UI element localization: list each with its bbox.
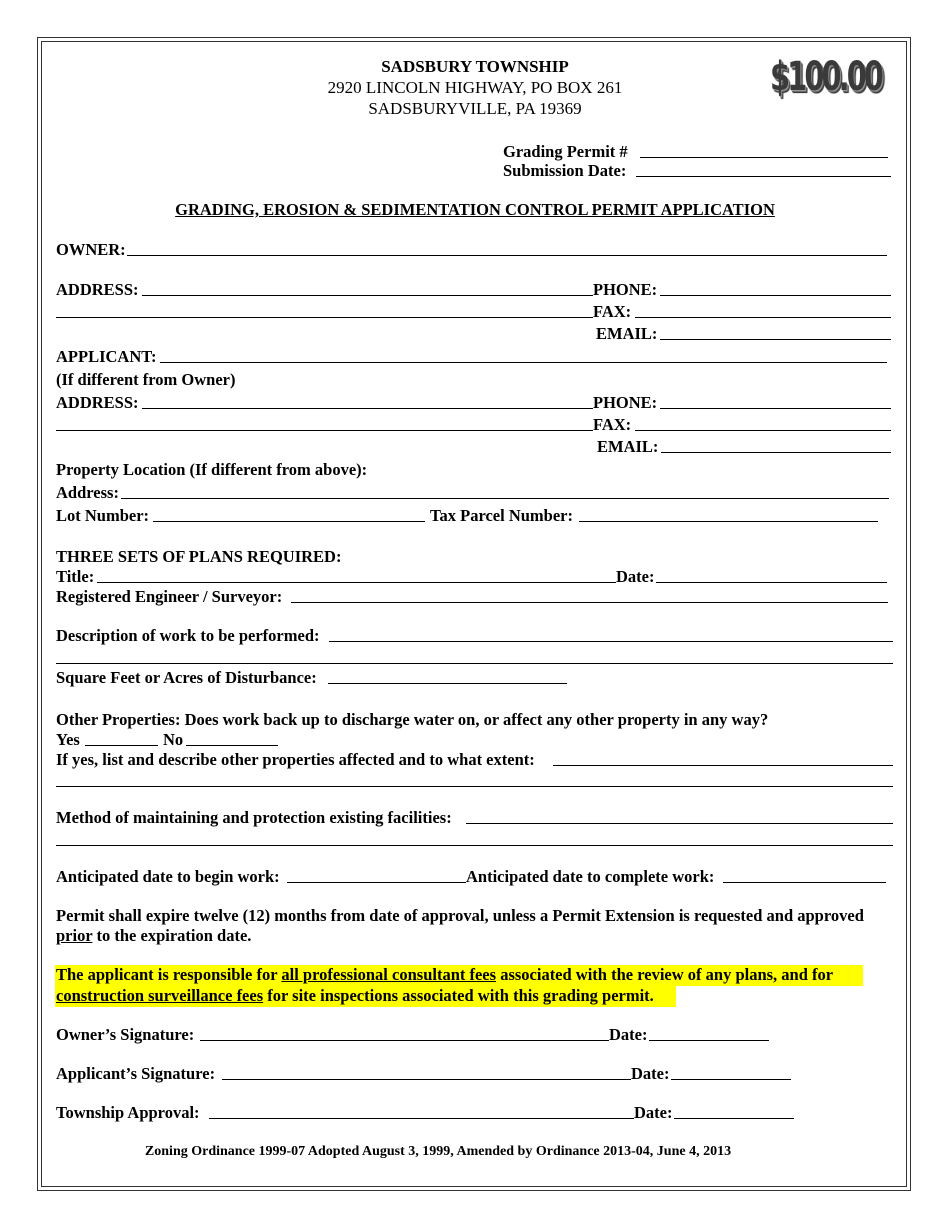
- work-description-field-line2[interactable]: [56, 663, 893, 664]
- applicant-phone-label: PHONE:: [593, 393, 658, 412]
- yes-field[interactable]: [85, 745, 158, 746]
- footer-ordinance: Zoning Ordinance 1999-07 Adopted August 3, 1999, Amended by Ordinance 2013-04, June 4, 2013: [144, 1144, 732, 1159]
- work-description-field[interactable]: [329, 641, 893, 642]
- owner-fax-label: FAX:: [593, 302, 632, 321]
- applicant-email-field[interactable]: [661, 452, 891, 453]
- owner-field[interactable]: [127, 255, 887, 256]
- owner-fax-field[interactable]: [635, 317, 891, 318]
- township-address-line2: SADSBURYVILLE, PA 19369: [368, 99, 582, 118]
- disturbance-label: Square Feet or Acres of Disturbance:: [56, 668, 317, 687]
- applicant-signature-label: Applicant’s Signature:: [56, 1064, 216, 1083]
- notice-text-2: associated with the review of any plans, and for: [496, 965, 834, 984]
- owner-phone-field[interactable]: [660, 295, 891, 296]
- applicant-address-field-line2[interactable]: [56, 430, 593, 431]
- owner-signature-field[interactable]: [200, 1040, 609, 1041]
- no-field[interactable]: [186, 745, 278, 746]
- owner-address-field-line2[interactable]: [56, 317, 593, 318]
- notice-text-1: The applicant is responsible for: [56, 965, 282, 984]
- no-label: No: [163, 730, 184, 749]
- tax-parcel-label: Tax Parcel Number:: [430, 506, 573, 525]
- lot-number-field[interactable]: [153, 521, 425, 522]
- notice-line1: [56, 965, 833, 985]
- lot-number-label: Lot Number:: [56, 506, 150, 525]
- township-name: SADSBURY TOWNSHIP: [381, 57, 569, 76]
- affected-properties-field[interactable]: [553, 765, 893, 766]
- owner-label: OWNER:: [56, 240, 126, 259]
- property-address-label: Address:: [56, 483, 119, 502]
- permit-number-field[interactable]: [640, 157, 888, 158]
- notice-surveillance-fees: construction surveillance fees: [56, 986, 264, 1005]
- submission-date-field[interactable]: [636, 176, 891, 177]
- applicant-address-label: ADDRESS:: [56, 393, 139, 412]
- township-approval-date-label: Date:: [634, 1103, 673, 1122]
- property-heading: Property Location (If different from above):: [56, 460, 368, 479]
- expiry-line2-rest: to the expiration date.: [92, 926, 252, 945]
- plans-date-field[interactable]: [656, 582, 887, 583]
- tax-parcel-field[interactable]: [579, 521, 878, 522]
- complete-date-label: Anticipated date to complete work:: [466, 867, 715, 886]
- affected-properties-field-line2[interactable]: [56, 786, 893, 787]
- maintenance-label: Method of maintaining and protection existing facilities:: [56, 808, 452, 827]
- plans-date-label: Date:: [616, 567, 655, 586]
- fee-stamp: $100.00: [770, 54, 882, 100]
- applicant-signature-date-field[interactable]: [671, 1079, 791, 1080]
- owner-address-label: ADDRESS:: [56, 280, 139, 299]
- begin-date-field[interactable]: [287, 882, 466, 883]
- owner-signature-label: Owner’s Signature:: [56, 1025, 195, 1044]
- notice-line2: [56, 986, 654, 1006]
- other-properties-question: Other Properties: Does work back up to discharge water on, or affect any other property in any way?: [56, 710, 769, 729]
- owner-phone-label: PHONE:: [593, 280, 658, 299]
- applicant-signature-date-label: Date:: [631, 1064, 670, 1083]
- affected-properties-label: If yes, list and describe other properties affected and to what extent:: [56, 750, 535, 769]
- maintenance-field-line2[interactable]: [56, 845, 893, 846]
- applicant-address-field[interactable]: [142, 408, 593, 409]
- owner-email-label: EMAIL:: [596, 324, 658, 343]
- work-description-label: Description of work to be performed:: [56, 626, 320, 645]
- township-approval-label: Township Approval:: [56, 1103, 200, 1122]
- expiry-prior-word: prior: [56, 926, 93, 945]
- applicant-field[interactable]: [160, 362, 887, 363]
- begin-date-label: Anticipated date to begin work:: [56, 867, 280, 886]
- notice-consultant-fees: all professional consultant fees: [281, 965, 497, 984]
- owner-address-field[interactable]: [142, 295, 593, 296]
- township-approval-date-field[interactable]: [674, 1118, 794, 1119]
- applicant-fax-field[interactable]: [635, 430, 891, 431]
- applicant-email-label: EMAIL:: [597, 437, 659, 456]
- plans-title-label: Title:: [56, 567, 95, 586]
- applicant-phone-field[interactable]: [660, 408, 891, 409]
- applicant-note: (If different from Owner): [56, 370, 236, 389]
- owner-email-field[interactable]: [660, 339, 891, 340]
- engineer-label: Registered Engineer / Surveyor:: [56, 587, 283, 606]
- applicant-label: APPLICANT:: [56, 347, 157, 366]
- owner-signature-date-label: Date:: [609, 1025, 648, 1044]
- township-address-line1: 2920 LINCOLN HIGHWAY, PO BOX 261: [327, 78, 623, 97]
- maintenance-field[interactable]: [466, 823, 893, 824]
- yes-label: Yes: [56, 730, 80, 749]
- township-approval-field[interactable]: [209, 1118, 634, 1119]
- disturbance-field[interactable]: [328, 683, 567, 684]
- applicant-signature-field[interactable]: [222, 1079, 631, 1080]
- owner-signature-date-field[interactable]: [649, 1040, 769, 1041]
- submission-date-label: Submission Date:: [503, 161, 627, 180]
- property-address-field[interactable]: [121, 498, 889, 499]
- engineer-field[interactable]: [291, 602, 888, 603]
- permit-number-label: Grading Permit #: [503, 142, 628, 161]
- plans-title-field[interactable]: [97, 582, 616, 583]
- expiry-line2: [56, 926, 251, 946]
- expiry-line1: Permit shall expire twelve (12) months from date of approval, unless a Permit Extension is requested and approved: [56, 906, 864, 925]
- complete-date-field[interactable]: [723, 882, 886, 883]
- form-title: GRADING, EROSION & SEDIMENTATION CONTROL PERMIT APPLICATION: [175, 200, 775, 219]
- applicant-fax-label: FAX:: [593, 415, 632, 434]
- notice-text-3: for site inspections associated with this grading permit.: [263, 986, 654, 1005]
- plans-heading: THREE SETS OF PLANS REQUIRED:: [56, 547, 342, 566]
